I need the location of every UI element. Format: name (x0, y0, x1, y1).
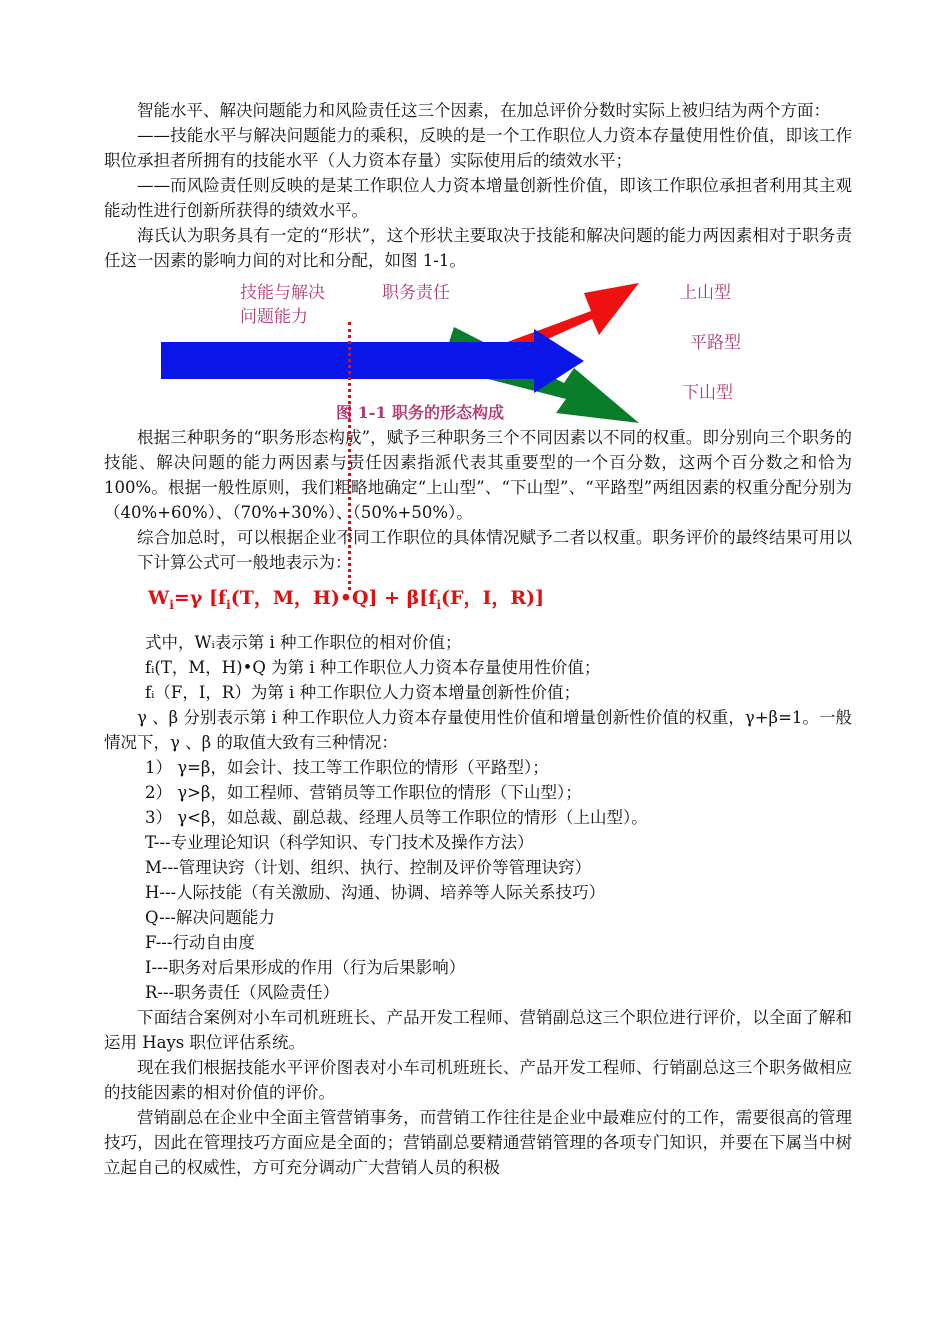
figure-label-responsibility: 职务责任 (382, 283, 450, 303)
factor-r: R---职务责任（风险责任） (145, 982, 340, 1002)
paragraph-8: 现在我们根据技能水平评价图表对小车司机班班长、产品开发工程师、行销副总这三个职务做相应的技能因素的相对价值的评价。 (104, 1057, 852, 1102)
factor-f: F---行动自由度 (145, 932, 255, 952)
figure-label-skill-1: 技能与解决 (240, 283, 325, 303)
definition-1: 式中，Wᵢ表示第 i 种工作职位的相对价值； (145, 632, 462, 652)
case-3: 3） γ<β，如总裁、副总裁、经理人员等工作职位的情形（上山型）。 (145, 807, 648, 827)
paragraph-9: 营销副总在企业中全面主管营销事务，而营销工作往往是企业中最难应付的工作，需要很高的管理技巧，因此在管理技巧方面应是全面的；营销副总要精通营销管理的各项专门知识，并要在下属当中树立起自己的权威性，方可充分调动广大营销人员的积极 (104, 1107, 852, 1177)
factor-h: H---人际技能（有关激励、沟通、协调、培养等人际关系技巧） (145, 882, 606, 902)
factor-t: T---专业理论知识（科学知识、专门技术及操作方法） (145, 832, 534, 852)
paragraph-2: ——技能水平与解决问题能力的乘积，反映的是一个工作职位人力资本存量使用性价值，即该工作职位承担者所拥有的技能水平（人力资本存量）实际使用后的绩效水平； (104, 126, 852, 170)
definition-3: fᵢ（F，I，R）为第 i 种工作职位人力资本增量创新性价值； (145, 682, 581, 702)
paragraph-4: 海氏认为职务具有一定的“形状”，这个形状主要取决于技能和解决问题的能力两因素相对于职务责任这一因素的影响力间的对比和分配，如图 1-1。 (104, 226, 852, 270)
definition-4: γ 、β 分别表示第 i 种工作职位人力资本存量使用性价值和增量创新性价值的权重，γ+β=1。一般情况下，γ 、β 的取值大致有三种情况： (104, 707, 852, 752)
job-shape-figure (104, 275, 852, 425)
case-1: 1） γ=β，如会计、技工等工作职位的情形（平路型）； (145, 757, 549, 777)
figure-label-downhill: 下山型 (682, 383, 733, 403)
figure-label-flat: 平路型 (690, 333, 741, 353)
factor-q: Q---解决问题能力 (145, 907, 275, 927)
paragraph-1: 智能水平、解决问题能力和风险责任这三个因素，在加总评价分数时实际上被归结为两个方面： (137, 101, 830, 120)
figure-caption: 图 1-1 职务的形态构成 (336, 403, 505, 422)
paragraph-3: ——而风险责任则反映的是某工作职位人力资本增量创新性价值，即该工作职位承担者利用其主观能动性进行创新所获得的绩效水平。 (104, 176, 852, 220)
document-page (104, 98, 852, 1180)
evaluation-formula: $W_i=\gamma$ [$f_i(T$，M，H)•Q] + $\beta[f_i(F$，I，R)] (148, 587, 545, 612)
definition-2: fᵢ(T，M，H)•Q 为第 i 种工作职位人力资本存量使用性价值； (145, 657, 601, 677)
paragraph-6: 综合加总时，可以根据企业不同工作职位的具体情况赋予二者以权重。职务评价的最终结果可用以下计算公式可一般地表示为： (137, 528, 852, 572)
factor-i: I---职务对后果形成的作用（行为后果影响） (145, 957, 466, 977)
dotted-divider-line (348, 322, 351, 590)
factor-m: M---管理诀窍（计划、组织、执行、控制及评价等管理诀窍） (145, 857, 592, 877)
paragraph-5: 根据三种职务的“职务形态构成”，赋予三种职务三个不同因素以不同的权重。即分别向三个职务的技能、解决问题的能力两因素与责任因素指派代表其重要型的一个百分数，这两个百分数之和恰为 100%。根据一般性原则，我们粗略地确定“上山型”、“下山型”、“平路型”两组因素的权重分配分别为（40%+60%）、（70%+30%）、（50%+50%）。 (104, 428, 852, 522)
figure-label-uphill: 上山型 (680, 283, 731, 303)
case-2: 2） γ>β，如工程师、营销员等工作职位的情形（下山型）； (145, 782, 582, 802)
figure-label-skill-2: 问题能力 (240, 307, 308, 327)
paragraph-7: 下面结合案例对小车司机班班长、产品开发工程师、营销副总这三个职位进行评价，以全面了解和运用 Hays 职位评估系统。 (104, 1007, 852, 1052)
